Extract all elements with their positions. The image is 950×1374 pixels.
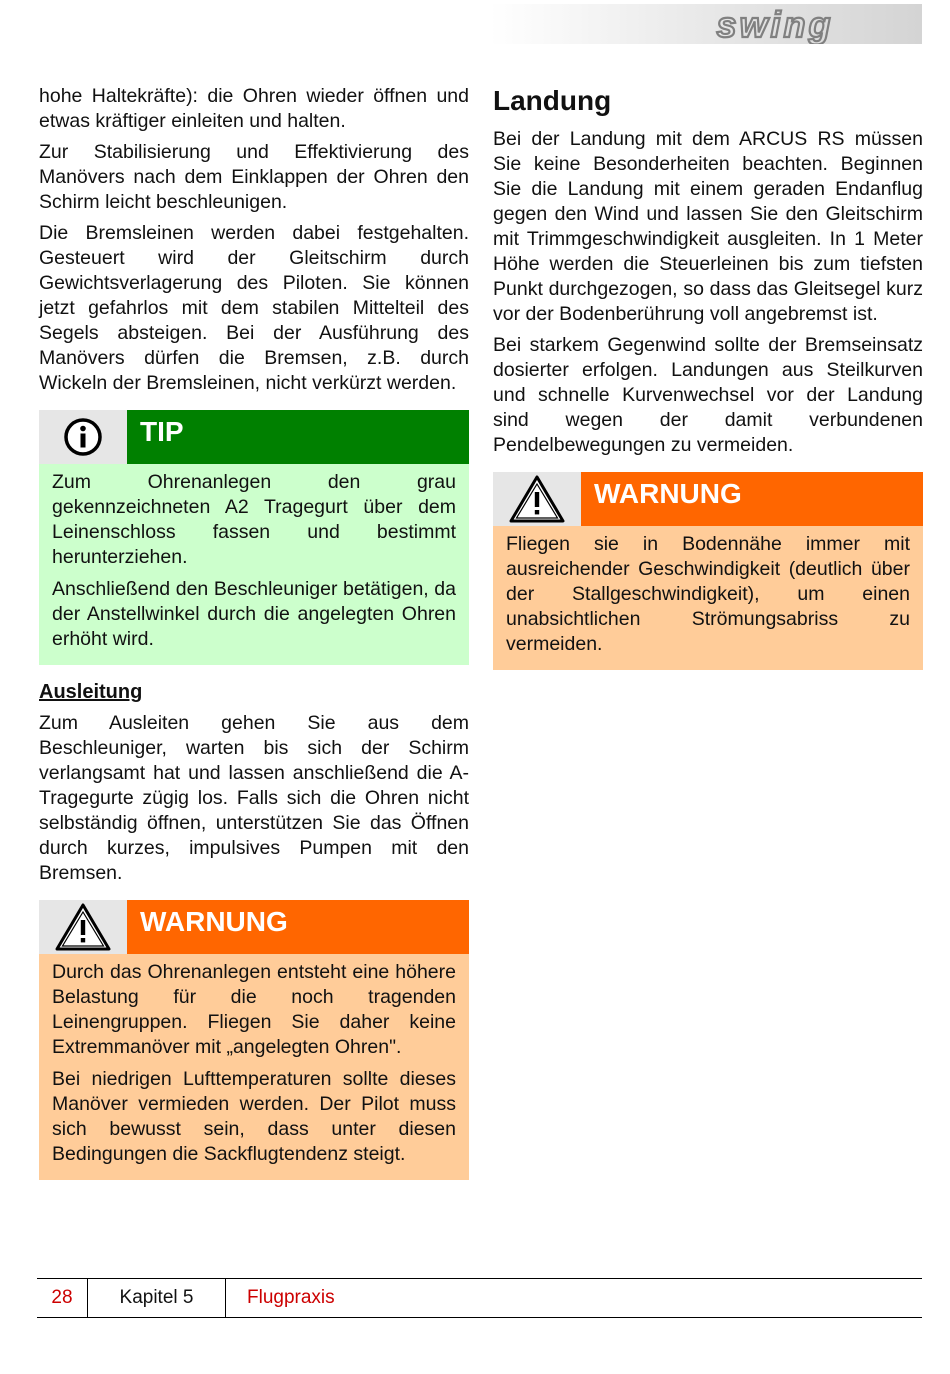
warning-header (39, 900, 469, 954)
chapter-label: Kapitel 5 (88, 1279, 226, 1317)
section-heading-ausleitung: Ausleitung (39, 681, 143, 703)
paragraph: Bei starkem Gegenwind sollte der Bremseinsatz dosierter erfolgen. Landungen aus Steilkurven und schnelle Kurvenwechsel vor der Landung sind wegen der damit verbundenen Pendelbewegungen zu vermeiden. (493, 334, 923, 456)
tip-header (39, 410, 469, 464)
tip-body (39, 464, 469, 665)
paragraph: Zur Stabilisierung und Effektivierung des Manövers nach dem Einklappen der Ohren den Schirm leicht beschleunigen. (39, 141, 469, 213)
tip-title: TIP (127, 410, 469, 464)
page-number: 28 (37, 1279, 88, 1317)
warning-title: WARNUNG (581, 472, 923, 526)
chapter-title: Flugpraxis (247, 1287, 335, 1308)
section-heading-landung: Landung (493, 85, 612, 116)
warning-text: Durch das Ohrenanlegen entsteht eine höhere Belastung für die noch tragenden Leinengruppen. Fliegen Sie daher keine Extremmanöver mit „angelegten Ohren". (52, 961, 456, 1058)
warning-text: Bei niedrigen Lufttemperaturen sollte dieses Manöver vermieden werden. Der Pilot muss sich bewusst sein, dass unter diesen Bedingungen die Sackflugtendenz steigt. (52, 1068, 456, 1165)
warning-triangle-icon (493, 472, 581, 526)
paragraph: Zum Ausleiten gehen Sie aus dem Beschleuniger, warten bis sich der Schirm verlangsamt hat und lassen anschließend die A-Tragegurte zügig los. Falls sich die Ohren nicht selbständig öffnen, unterstützen Sie das Öffnen durch kurzes, impulsives Pumpen mit den Bremsen. (39, 712, 469, 884)
warning-body (39, 954, 469, 1180)
info-icon (39, 410, 127, 464)
warning-box (39, 900, 469, 1180)
warning-title: WARNUNG (127, 900, 469, 954)
warning-triangle-icon (39, 900, 127, 954)
warning-body (493, 526, 923, 670)
page-footer (37, 1278, 922, 1318)
tip-text: Anschließend den Beschleuniger betätigen, da der Anstellwinkel durch die angelegten Ohren erhöht wird. (52, 578, 456, 650)
warning-header (493, 472, 923, 526)
tip-box (39, 410, 469, 665)
tip-text: Zum Ohrenanlegen den grau gekennzeichneten A2 Tragegurt über dem Leinenschloss fassen und bestimmt herunterziehen. (52, 471, 456, 568)
paragraph: Bei der Landung mit dem ARCUS RS müssen Sie keine Besonderheiten beachten. Beginnen Sie die Landung mit einem geraden Endanflug gegen den Wind und lassen Sie den Gleitschirm mit Trimmgeschwindigkeit ausgleiten. In 1 Meter Höhe werden die Steuerleinen bis zum tiefsten Punkt durchgezogen, so dass das Gleitsegel kurz vor der Bodenberührung voll angebremst ist. (493, 128, 923, 325)
warning-text: Fliegen sie in Bodennähe immer mit ausreichender Geschwindigkeit (deutlich über der Stallgeschwindigkeit), um einen unabsichtlichen Strömungsabriss zu vermeiden. (506, 533, 910, 655)
right-column (493, 84, 923, 684)
paragraph: hohe Haltekräfte): die Ohren wieder öffnen und etwas kräftiger einleiten und halten. (39, 85, 469, 132)
paragraph: Die Bremsleinen werden dabei festgehalten. Gesteuert wird der Gleitschirm durch Gewichtsverlagerung des Piloten. Sie können jetzt gefahrlos mit dem stabilen Mittelteil des Segels absteigen. Bei der Ausführung des Manövers dürfen die Bremsen, z.B. durch Wickeln der Bremsleinen, nicht verkürzt werden. (39, 222, 469, 394)
left-column (39, 84, 469, 1194)
warning-box (493, 472, 923, 670)
swing-logo (675, 4, 875, 44)
logo-text: swing (716, 4, 834, 44)
